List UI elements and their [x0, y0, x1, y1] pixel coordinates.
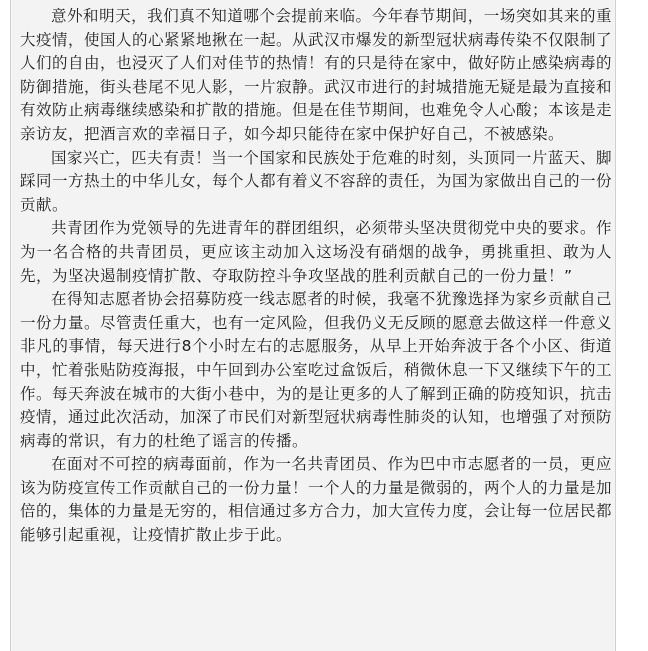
paragraph-3: 共青团作为党领导的先进青年的群团组织，必须带头坚决贯彻党中央的要求。作为一名合格的共青团员，更应该主动加入这场没有硝烟的战争，勇挑重担、敢为人先，为坚决遏制疫情扩散、夺取防控斗争攻坚战的胜利贡献自己的一份力量！” — [20, 219, 612, 285]
paragraph-4: 在得知志愿者协会招募防疫一线志愿者的时候，我毫不犹豫选择为家乡贡献自己一份力量。尽管责任重大，也有一定风险，但我仍义无反顾的愿意去做这样一件意义非凡的事情，每天进行8个小时左右的志愿服务，从早上开始奔波于各个小区、街道中，忙着张贴防疫海报，中午回到办公室吃过盒饭后，稍微休息一下又继续下午的工作。每天奔波在城市的大街小巷中，为的是让更多的人了解到正确的防疫知识，抗击疫情，通过此次活动，加深了市民们对新型冠状病毒性肺炎的认知，也增强了对预防病毒的常识，有力的杜绝了谣言的传播。 — [20, 290, 613, 450]
article-body — [20, 5, 612, 548]
article-frame — [10, 0, 616, 651]
paragraph-5: 在面对不可控的病毒面前，作为一名共青团员、作为巴中市志愿者的一员，更应该为防疫宣传工作贡献自己的一份力量！一个人的力量是微弱的，两个人的力量是加倍的，集体的力量是无穷的，相信通过多方合力，加大宣传力度，会让每一位居民都能够引起重视，让疫情扩散止步于此。 — [20, 455, 613, 545]
paragraph-1: 意外和明天，我们真不知道哪个会提前来临。今年春节期间，一场突如其来的重大疫情，使国人的心紧紧地揪在一起。从武汉市爆发的新型冠状病毒传染不仅限制了人们的自由，也浸灭了人们对佳节的热情！有的只是待在家中，做好防止感染病毒的防御措施，街头巷尾不见人影，一片寂静。武汉市进行的封城措施无疑是最为直接和有效防止病毒继续感染和扩散的措施。但是在佳节期间，也难免令人心酸；本该是走亲访友，把酒言欢的幸福日子，如今却只能待在家中保护好自己，不被感染。 — [20, 7, 613, 143]
paragraph-2: 国家兴亡，匹夫有责！当一个国家和民族处于危难的时刻，头顶同一片蓝天、脚踩同一方热土的中华儿女，每个人都有着义不容辞的责任，为国为家做出自己的一份贡献。 — [20, 148, 613, 214]
